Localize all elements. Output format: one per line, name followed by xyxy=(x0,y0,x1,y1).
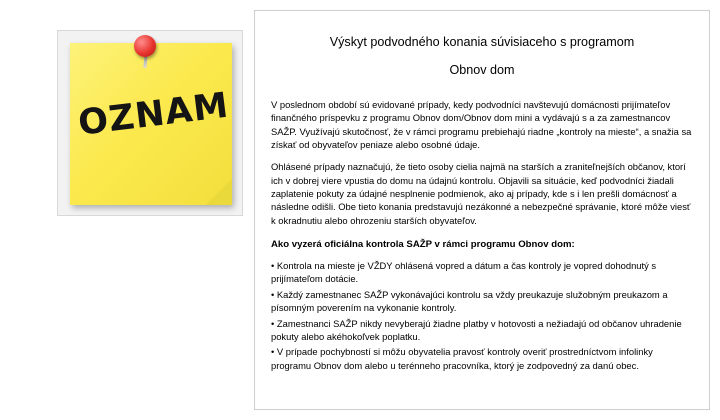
bullet-item-3: • Zamestnanci SAŽP nikdy nevyberajú žiadne platby v hotovosti a nežiadajú od občanov uhradenie pokuty alebo akéhokoľvek poplatku. xyxy=(271,317,682,342)
document-title xyxy=(271,33,693,80)
bullet-list xyxy=(271,259,693,372)
bullet-item-4: • V prípade pochybností si môžu obyvatelia pravosť kontroly overiť prostredníctvom infolinky programu Obnov dom alebo u terénneho pracovníka, ktorý je zodpovedný za danú obec. xyxy=(271,346,653,371)
push-pin-icon xyxy=(134,35,156,57)
notice-image xyxy=(57,30,243,216)
document-title-line1: Výskyt podvodného konania súvisiaceho s programom xyxy=(329,35,635,49)
bullet-item-2: • Každý zamestnanec SAŽP vykonávajúci kontrolu sa vždy preukazuje služobným preukazom a písomným poverením na vykonanie kontroly. xyxy=(271,288,668,314)
section-subheading: Ako vyzerá oficiálna kontrola SAŽP v rámci programu Obnov dom: xyxy=(271,239,575,251)
document-title-line2: Obnov dom xyxy=(449,62,515,77)
sticky-note-text: OZNAM xyxy=(76,85,232,144)
document-panel xyxy=(254,10,710,410)
bullet-item-1: • Kontrola na mieste je VŽDY ohlásená vopred a dátum a čas kontroly je vopred dohodnutý s prijímateľom dotácie. xyxy=(271,260,657,285)
sticky-note-fold xyxy=(206,179,232,205)
sticky-note xyxy=(70,43,232,205)
paragraph-2: Ohlásené prípady naznačujú, že tieto osoby cielia najmä na starších a zraniteľnejších občanov, ktorí ich v dobrej viere vpustia do domu na údajnú kontrolu. Objavili sa situácie, keď podvodníci žiadali zaplatenie pokuty za údajné nesplnenie podmienok, ako aj prípady, kde s i len prešli domácnosť a následne odišli. Obe tieto konania predstavujú nezákonné a nebezpečné správanie, ktoré môže viesť k okradnutiu alebo ohrozeniu starších obyvateľov. xyxy=(271,161,691,226)
paragraph-1: V poslednom období sú evidované prípady, kedy podvodníci navštevujú domácnosti prijímateľov finančného príspevku z programu Obnov dom/Obnov dom mini a vydávajú s a za zamestnancov SAŽP. Využívajú skutočnosť, že v rámci programu prebiehajú riadne „kontroly na mieste“, a snažia sa získať od obyvateľov peniaze alebo osobné údaje. xyxy=(271,99,692,151)
